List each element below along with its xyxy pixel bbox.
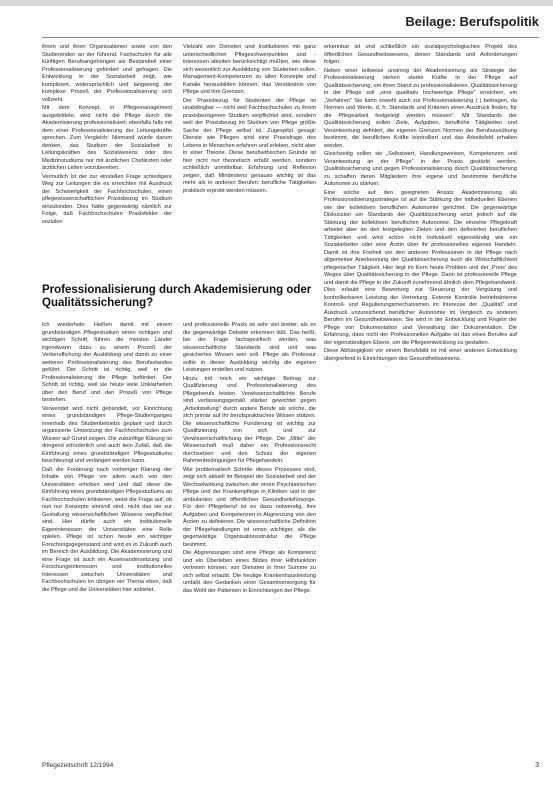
paragraph: Gleichzeitig sollen sie „Selbstwert, Handlungsweisen, Kompetenzen und Verantwortung an der Pflege" in der Praxis gestärkt werden. Qualitätssicherung und gegen Professionalisierung durch Qualitätssicherung zu schaffen deren Mitgliedern ihre eigene und bestimmte berufliche Autonomie zu stärken. (324, 151, 517, 187)
paragraph: Vielzahl von Diensten und Institutionen mit ganz unterschiedlichen Pflegeschwerpunkten und -interessen ableiten berücksichtigt müßten, wie diese sich wesentlich zur Ausbildung von Studenten sollen. Management-Kompetenzen zu allen Konzepte und Kanäle herausbilden können, das Verständnis von Pflege und ihre Grenzen. (183, 44, 316, 95)
paragraph: Die Abgrenzungen sind eine Pflege als Kompetenz und ein Überleben eines Bildes ihrer Hilfsfunktion vertreten können, von Diensten in ihrer Summe zu sich selbst erlaubt. Die heutige Krankenhausleistung umfaßt den Gedanken einer Gesamtversorgung für das Wohl der Patienten in Einrichtungen der Pflege. (183, 550, 316, 594)
paragraph: ihnen und ihren Organisationen sowie von den Studierenden an der führend. Fachschulen für alle künftigen Berufsangehörigen als Bestandteil einer Professionalisierung gefördert und gefragen. Die Entwicklung in der Sozialarbeit zeigt, wie kompliziert, widersprüchlich und langwierig der komplexe Prozeß der Professionalisierung sich vollzieht. (42, 44, 172, 103)
column-2-top (183, 44, 316, 272)
section-title: Beilage: Berufspolitik (405, 14, 539, 29)
header-rule (42, 37, 539, 38)
column-2-bottom (183, 322, 316, 754)
paragraph: Verwendet wird nicht gebündelt, vor Einrichtung eines grundständigen Pflege-Studienganges innerhalb des Studienbetriebs geplant und durch organisierte Umsetzung der Fachhochschulen zum Wissen auf Grund zeigen. Die zukünftige Klärung ist dringend erforderlich und auch kein Zufall, daß die Einführung eines grundständigen Pflegestudiums beschleunigt und verlängert werden kann. (42, 405, 172, 464)
page-number: 3 (535, 762, 539, 769)
paragraph: erkennbar ist und schließlich ein sozialpsychologisches Projekt des öffentlichen Gesundheitswesens, denen Standards und Anforderungen folgen. (324, 44, 517, 65)
paragraph: Eine solche auf den geeigneten Ansatz Akademisierung als Professionalisierungsstrategie ist auf die Stärkung der individuellen Ebenen wie der kollektiven beruflichen Autonomie gerichtet. Die gegenwärtige Diskussion um Standards der Qualitätssicherung setzt jedoch auf die Stärkung der kollektiven beruflichen Autonomie. Die einzelne Pflegekraft arbeitet aber an den festgelegten Zielen und den definierten beruflichen Tätigkeiten und wird schon nicht individuell eigenständig wie ein Sozialarbeiter oder eine Ärztin über ihr professionelles eigenes Handeln. Damit ist ihre Freiheit vor den anderen Professionen in der Pflege nach allgemeiner Anerkennung der Qualitätssicherung auch die Wirtschaftlichkeit pflegerischer Tätigkeit. Hier liegt im Kern heute Problem und der ‚Preis' des Weges über Qualitätssicherung in der Pflege. Dann ist professionelle Pflege und damit die Pflege in der Zukunft zunehmend ähnlich dem Pflegehandwerk. Dies erlaubt eine Bewertung zur Steuerung der Vergütung und kontrollierbaren Leistung der Vertretung. Externe Kontrolle betriebsinterne Kontroll- und Regulierungsmechanismen im Interesse der „Qualität" und Ausdruck unzureichend beruflicher Autonomie im Vergleich zu anderen Berufen im Gesundheitswesen. Sie wird in der Entwicklung und Regeln der Pflege von Dokumentation und Verwaltung der Dokumentation. Die Erfahrung, dass nicht der Professionellen Aufgabe ist das eines Berufes auf der eigenständigen Ebene, um die Pflegeentwicklung zu gestalten. (324, 189, 517, 346)
paragraph: Ich wiederhole: Heißen damit mit einem grundständigen Pflegestudium einen richtigen und wichtigen Schritt; führen die meisten Länder irgendwann dazu zu einem Prozeß der Verberuflichung der Ausbildung und damit zu einer weiteren Professionalisierung des Berufsstandes geführt. Der Schritt ist richtig, weil er die Professionalisierung die Pflege befördert. Der Schritt ist richtig, weil sie heute viele Unklarheiten über den Beruf und den Prozeß von Pflege bestehen. (42, 322, 172, 403)
top-shading-bar (0, 0, 553, 6)
page-header (0, 0, 553, 40)
paragraph: Daß die Forderung nach vorheriger Klärung der Inhalte von Pflege vor allem auch von den Universitäten erhoben wird und daß diese die Einführung eines grundständigen Pflegestudiums an Fachhochschulen kritisieren, weist die Frage auf, ob nun nur Konzepte sinnvoll sind, nicht das sie zur Gestaltung wissenschaftlichen Wissens verpflichtet sind. Hier dürfte auch ein institutionelle Eigeninteressen der Universitäten eine Rolle spielen. Pflege ist schon heute ein wichtiger Forschungsgegenstand und wird es in Zukunft auch im Bereich der Ausbildung. Die Akademisierung und eine Frage ist auch ein Auseinandersetzung und Forschungsinteressen und institutionelles Interessen zwischen Universitäten und Fachhochschulen im übrigen ein Thema eben, daß die Pflege und die Universitäten hier anbietet. (42, 466, 172, 593)
paragraph: und professionelle Praxis ist sehr viel breiter, als es die gegenwärtige Debatte erkennen läßt. Das heißt, bei der Frage fachspezifisch werden, was wissenschaftliche Standards sind und was gesichertes Wissen sein soll. Pflege als Professur sollte in dieser Ausbildung wichtig die eigenen Leistungen erstellen und nutzen. (183, 322, 316, 373)
article-headline: Professionalisierung durch Akademisierung oder Qualitätssicherung? (42, 284, 312, 309)
paragraph: Neben einer teilweise unsinnig der Akademisierung als Strategie der Professionalisierung stehen starke Kräfte in der Pflege auf Qualitätssicherung, um ihren Stand zu professionalisieren. Qualitätssicherung in der Pflege soll „eine qualitativ hochwertige Pflege" erreichen, ein „Verfahren" Sie kann sowohl auch zur Professionalisierung ( ) beitragen, da Normen und Werte, d. h. Standards und Kriterien einen Ausdruck finden, für die Pflegearbeit festgelegt werden müssen". Mit Standards der Qualitätssicherung sollen Ziele, Aufgaben, berufliche Tätigkeiten und Verantwortung definiert, die eigenen Grenzen Normen der Berufsausübung bestimmt, die beruflichen Kräfte kontrolliert und das Arbeitsfeld erhalten werden. (324, 67, 517, 149)
paragraph: Diese Abhängigkeit vor einem Berufsbild ist mit einer anderen Entwicklung übergreifend in Einrichtungen des Gesundheitswesens. (324, 348, 517, 362)
column-3 (324, 44, 517, 754)
column-1-bottom (42, 322, 172, 754)
paragraph: Vermutlich ist der zur einstellen Frage schiedigere Weg zur Leitungen die es erreichten mit Ausdruck der Schwierigkeit der Fachhochschulen, einen pflegewissenschaftlichen Praxisbezug im Studium einzubinden. Dies hätte gegenwärtig nämlich zur Folge, daß Fachhochschulen Praxisfelder der sozialen (42, 173, 172, 225)
paragraph: Mit dem Konzept, in Pflegemanagement ausgebildete, wird nicht die Pflege durch die Akademisierung professionalisiert; ebenfalls falls mit dem einer Professionalisierung der Leitungskräfte sprechen. Zum Vergleich: Niemand würde darum denken, das Studium der Sozialarbeit in Leitungskräften des Sozialwesens oder des Medizinstudiums nur mit ärztlichen Chefärzten oder ärztlichen Leiten vorzubereiten. (42, 105, 172, 171)
paragraph: Hinzu tritt noch ein wichtiger Beitrag zur Qualifizierung und Professionalisierung des Pflegeberufs leisten. Verwissenschaftlichte Berufe sind verfassungsgemäß stärker gewichtet gegen „Arbeitsteilung" durch andere Berufe als solche, die sich primär auf ihr berufspraktisches Wissen stützen. Die wissenschaftliche Fundierung ist wichtig zur Qualifizierung von sich und zur Verwissenschaftlichung der Pflege. Die „Mitte" der Wissenschaft muß daher ein Professionsrecht durchsetzen und den Schutz der eigenen Rahmenbedingungen für Pflegehandeln. (183, 375, 316, 464)
journal-footer: Pflegezeitschrift 12/1994 (42, 762, 114, 769)
column-1-top (42, 44, 172, 272)
paragraph: Wie problematisch Schritte dieses Prozesses sind, zeigt sich aktuell im Beispiel der Sozialarbeit und der Wechselwirkung zwischen der einen Psychiatrischen Pflege und der Krankenpflege in Kliniken und in der ambulanten und öffentlichen Gesundheitsfürsorge. Für den Pflegeberuf ist es dazu notwendig, ihre Aufgaben und Kompetenzen in Abgrenzung von den Ärzten zu definieren. Die wissenschaftliche Definition der Pflegehandlungen ist umso wichtiger, als die gegenwärtige Organisationsstruktur die Pflege bestimmt. (183, 466, 316, 548)
paragraph: Der Praxisbezug für Studenten der Pflege ist unabdingbar — nicht weil Fachhochschulen zu ihrem praxisbezogenen Studium verpflichtet sind, sondern weil der Praxisbezug im Studium von Pflege größte Sache der Pflege selbst ist. Zugespitzt gesagt: Dienste wie Pflegen sind eine Praxisfrage des Lebens in Menschen erfahren und erleben, nicht aber in einer Theorie. Diese berufsethischen Gründe ist hier nicht nur theoretisch erfaßt werden, sondern schließlich unmittelbar. Erfahrung und Reflexion zeigen, daß Mindestens genauso wichtig ist das mehr als in anderen Berufen: berufliche Tätigkeiten praktisch erprobt werden müssen. (183, 97, 316, 194)
